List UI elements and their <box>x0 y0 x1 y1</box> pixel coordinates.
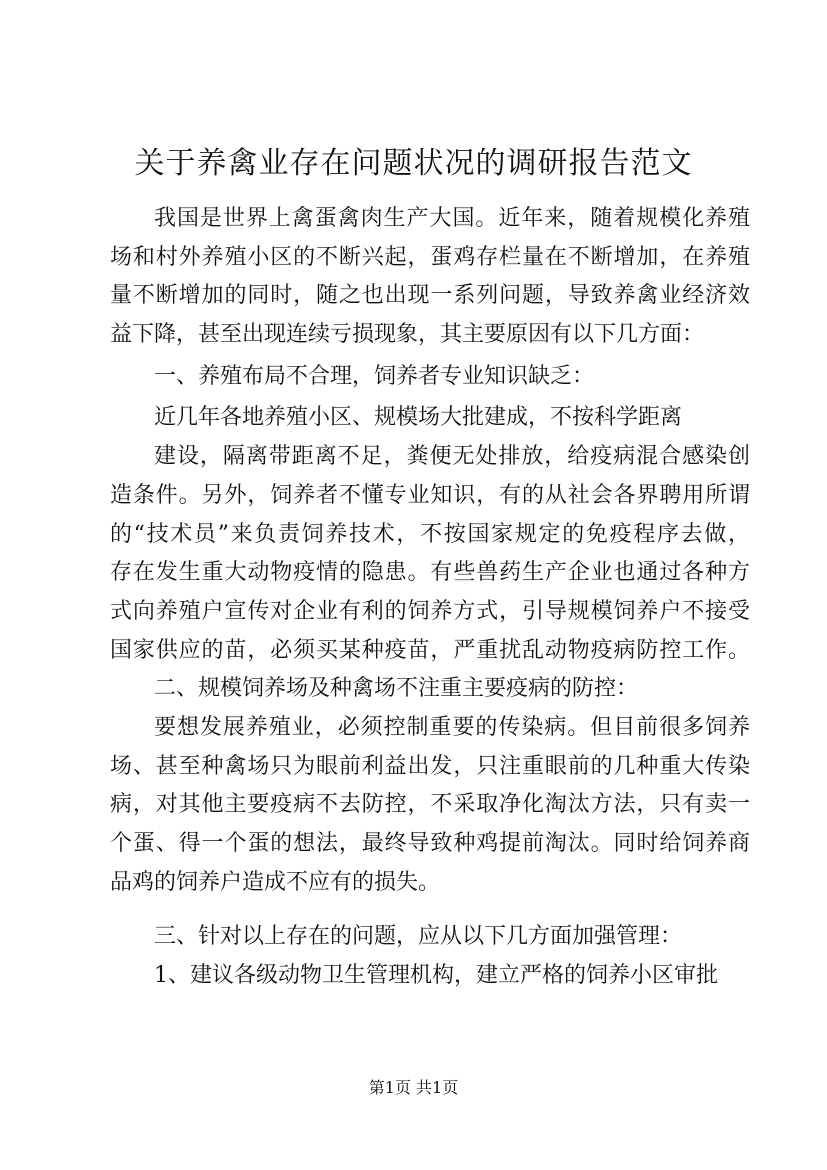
body-line: 的“技术员”来负责饲养技术，不按国家规定的免疫程序去做， <box>110 521 750 547</box>
body-line: 要想发展养殖业，必须控制重要的传染病。但目前很多饲养 <box>154 714 750 740</box>
body-line: 建设，隔离带距离不足，粪便无处排放，给疫病混合感染创 <box>154 444 750 470</box>
body-line: 存在发生重大动物疫情的隐患。有些兽药生产企业也通过各种方 <box>110 560 750 586</box>
body-line: 益下降，甚至出现连续亏损现象，其主要原因有以下几方面： <box>110 322 705 348</box>
document-body <box>110 200 750 996</box>
body-line: 近几年各地养殖小区、规模场大批建成，不按科学距离 <box>154 405 683 431</box>
body-line: 场和村外养殖小区的不断兴起，蛋鸡存栏量在不断增加，在养殖 <box>110 244 750 270</box>
body-line: 我国是世界上禽蛋禽肉生产大国。近年来，随着规模化养殖 <box>154 206 750 231</box>
body-line: 病，对其他主要疫病不去防控，不采取净化淘汰方法，只有卖一 <box>110 792 750 818</box>
section-heading: 二、规模饲养场及种禽场不注重主要疫病的防控： <box>154 676 639 702</box>
section-heading: 一、养殖布局不合理，饲养者专业知识缺乏： <box>154 363 595 389</box>
document-title: 关于养禽业存在问题状况的调研报告范文 <box>134 146 693 181</box>
body-line: 量不断增加的同时，随之也出现一系列问题，导致养禽业经济效 <box>110 283 750 309</box>
body-line: 国家供应的苗，必须买某种疫苗，严重扰乱动物疫病防控工作。 <box>110 637 750 663</box>
body-line: 品鸡的饲养户造成不应有的损失。 <box>110 869 441 895</box>
body-line: 式向养殖户宣传对企业有利的饲养方式，引导规模饲养户不接受 <box>110 598 750 624</box>
body-line: 场、甚至种禽场只为眼前利益出发，只注重眼前的几种重大传染 <box>110 753 750 779</box>
body-line: 造条件。另外，饲养者不懂专业知识，有的从社会各界聘用所谓 <box>110 482 750 508</box>
section-heading: 三、针对以上存在的问题，应从以下几方面加强管理： <box>154 924 683 950</box>
body-line: 个蛋、得一个蛋的想法，最终导致种鸡提前淘汰。同时给饲养商 <box>110 831 750 856</box>
body-line: 1、建议各级动物卫生管理机构，建立严格的饲养小区审批 <box>154 963 718 989</box>
page-footer: 第1页 共1页 <box>368 1078 459 1097</box>
